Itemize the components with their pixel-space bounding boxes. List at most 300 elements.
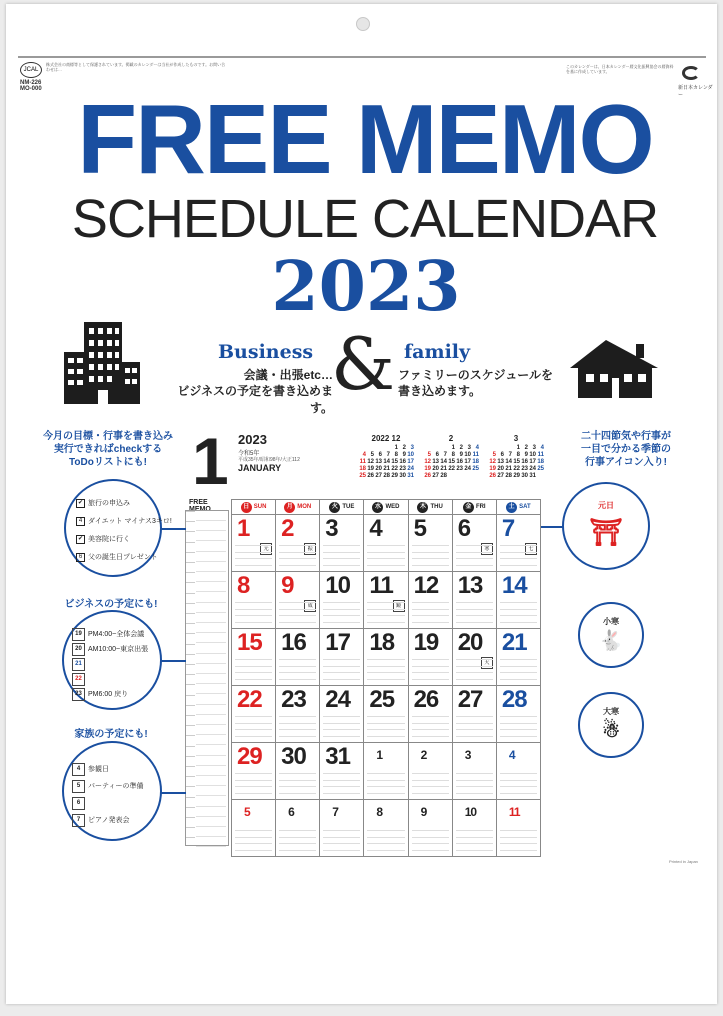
memo-line: [456, 552, 493, 553]
day-number: 31: [325, 743, 350, 770]
office-building-icon: [64, 322, 140, 404]
weekday-header: [276, 500, 320, 515]
day-number: 23: [281, 686, 306, 713]
mini-calendar-day: [366, 444, 374, 451]
day-cell[interactable]: [496, 800, 540, 857]
memo-line: [456, 793, 493, 794]
mini-calendar-day: 20: [497, 465, 504, 472]
memo-line: [412, 558, 449, 559]
family-day: 7: [72, 814, 85, 827]
day-cell[interactable]: [408, 572, 452, 629]
memo-line: [500, 666, 537, 667]
memo-line: [323, 773, 360, 774]
memo-line: [412, 622, 449, 623]
mini-calendar-day: [455, 472, 463, 479]
mini-calendar-day: 5: [427, 451, 431, 458]
memo-day-number: [186, 664, 195, 665]
mini-calendar-day: 17: [464, 458, 471, 465]
memo-line: [323, 786, 360, 787]
memo-line: [279, 723, 316, 724]
memo-line: [367, 659, 404, 660]
memo-line: [500, 850, 537, 851]
memo-line: [235, 723, 272, 724]
day-number: 15: [237, 629, 262, 656]
memo-line: [279, 773, 316, 774]
family-item: [72, 761, 109, 777]
memo-line: [235, 837, 272, 838]
family-example-circle: [62, 741, 162, 841]
business-heading: Business: [218, 341, 314, 363]
memo-line: [196, 785, 226, 786]
mini-calendar-day: 19: [424, 465, 431, 472]
day-cell[interactable]: [320, 800, 364, 857]
day-cell[interactable]: [452, 686, 496, 743]
memo-line: [323, 830, 360, 831]
mini-calendar-day: 28: [505, 472, 512, 479]
mini-calendar-day: 9: [459, 451, 463, 458]
month-era: 令和5年: [238, 451, 260, 457]
day-number: 18: [369, 629, 395, 656]
memo-line: [412, 659, 449, 660]
memo-line: [456, 780, 493, 781]
day-number: 29: [237, 743, 262, 770]
memo-line: [323, 558, 360, 559]
memo-line: [456, 837, 493, 838]
memo-line: [500, 672, 537, 673]
day-cell[interactable]: [320, 572, 364, 629]
memo-line: [500, 723, 537, 724]
memo-line: [196, 755, 226, 756]
title-sub: SCHEDULE CALENDAR: [71, 189, 659, 249]
mini-calendar-day: 11: [537, 451, 544, 458]
week-row: [232, 743, 541, 800]
week-row: [232, 629, 541, 686]
memo-line: [235, 716, 272, 717]
mini-calendar-day: 13: [497, 458, 504, 465]
todo-checkbox: ✔: [77, 535, 84, 542]
day-cell[interactable]: [276, 800, 320, 857]
mini-calendar-day: 24: [407, 465, 414, 472]
todo-example-circle: [64, 479, 172, 577]
memo-line: [500, 736, 537, 737]
mini-calendar-day: 3: [532, 444, 536, 451]
day-cell[interactable]: [364, 743, 408, 800]
day-number: 10: [464, 805, 477, 819]
business-example-circle: [62, 610, 162, 710]
day-number: 11: [508, 805, 520, 819]
memo-line: [500, 837, 537, 838]
memo-line: [323, 843, 360, 844]
mini-calendar-day: 15: [448, 458, 455, 465]
memo-line: [500, 609, 537, 610]
memo-line: [412, 716, 449, 717]
memo-line: [323, 736, 360, 737]
mini-calendar-day: 9: [402, 451, 406, 458]
day-cell[interactable]: [408, 629, 452, 686]
business-day: 23: [72, 688, 85, 701]
memo-day-number: [186, 552, 195, 553]
mini-calendar-day: [439, 444, 447, 451]
mini-calendar-day: 19: [489, 465, 496, 472]
memo-line: [456, 723, 493, 724]
month-grid: [231, 499, 541, 857]
day-number: 2: [420, 748, 427, 762]
memo-line: [279, 716, 316, 717]
day-cell[interactable]: [276, 743, 320, 800]
top-rule: [18, 56, 706, 58]
memo-line: [196, 551, 226, 552]
family-day: 6: [72, 797, 85, 810]
day-cell[interactable]: [232, 572, 276, 629]
memo-line: [323, 679, 360, 680]
memo-line: [279, 565, 316, 566]
weekday-header: [452, 500, 496, 515]
memo-line: [412, 786, 449, 787]
weekday-header: [408, 500, 452, 515]
free-memo-column: [185, 510, 229, 846]
memo-day-number: [186, 735, 195, 736]
mini-calendar-day: [358, 444, 366, 451]
memo-day-number: [186, 756, 195, 757]
memo-line: [196, 795, 226, 796]
product-code: NM-226 MO-000: [20, 80, 42, 92]
memo-line: [196, 632, 226, 633]
memo-line: [235, 780, 272, 781]
memo-line: [279, 679, 316, 680]
season-icon-title: 小寒: [603, 616, 619, 626]
day-cell[interactable]: [320, 629, 364, 686]
day-cell[interactable]: [232, 515, 276, 572]
memo-line: [456, 679, 493, 680]
memo-line: [367, 615, 404, 616]
calendar-sheet: [6, 4, 717, 1004]
memo-line: [500, 552, 537, 553]
memo-line: [235, 679, 272, 680]
memo-line: [367, 837, 404, 838]
mini-calendar-day: 28: [383, 472, 390, 479]
day-number: 13: [457, 572, 483, 599]
memo-line: [235, 773, 272, 774]
mini-calendar-day: 5: [370, 451, 374, 458]
mini-calendar-day: 4: [362, 451, 366, 458]
mini-calendar-day: 10: [529, 451, 536, 458]
day-cell[interactable]: [276, 572, 320, 629]
mini-calendar-title: 3: [513, 434, 519, 443]
mini-calendar-day: 8: [394, 451, 398, 458]
day-cell[interactable]: [232, 800, 276, 857]
week-row: [232, 515, 541, 572]
family-day: 5: [72, 780, 85, 793]
memo-line: [456, 672, 493, 673]
memo-line: [196, 775, 226, 776]
todo-text: 父の誕生日プレゼント: [88, 554, 158, 561]
weekday-en: TUE: [342, 503, 355, 510]
mini-calendar-day: 18: [472, 458, 479, 465]
memo-line: [196, 734, 226, 735]
memo-line: [235, 666, 272, 667]
family-item: [72, 778, 143, 794]
mini-calendar-day: [382, 444, 390, 451]
day-cell[interactable]: [408, 743, 452, 800]
business-text: PM6:00 戻り: [88, 691, 129, 698]
mini-calendar-day: 5: [492, 451, 496, 458]
memo-line: [367, 793, 404, 794]
memo-day-number: [186, 684, 195, 685]
day-number: 7: [332, 805, 338, 819]
weekday-jp: 火: [329, 502, 340, 513]
memo-line: [279, 793, 316, 794]
mini-calendar-day: 11: [472, 451, 479, 458]
memo-line: [196, 540, 226, 541]
mini-calendar-day: 17: [407, 458, 414, 465]
day-cell[interactable]: [496, 515, 540, 572]
memo-line: [323, 622, 360, 623]
day-cell[interactable]: [452, 515, 496, 572]
memo-line: [412, 843, 449, 844]
mini-calendar-day: [488, 444, 496, 451]
memo-line: [196, 724, 226, 725]
mini-calendar-day: 21: [505, 465, 512, 472]
event-icon: 元: [260, 543, 272, 555]
memo-line: [456, 729, 493, 730]
mini-calendar-day: 21: [440, 465, 447, 472]
day-cell[interactable]: [408, 515, 452, 572]
memo-line: [196, 581, 226, 582]
day-cell[interactable]: [452, 629, 496, 686]
mini-calendar-day: [423, 444, 431, 451]
mini-calendar-day: 26: [489, 472, 496, 479]
day-cell[interactable]: [496, 572, 540, 629]
day-cell[interactable]: [452, 743, 496, 800]
family-text: ピアノ発表会: [88, 817, 130, 824]
memo-day-number: [186, 572, 195, 573]
memo-line: [367, 552, 404, 553]
memo-line: [279, 552, 316, 553]
memo-day-number: [186, 531, 195, 532]
memo-line: [235, 850, 272, 851]
mini-calendar: [423, 434, 479, 479]
month-number: 1: [192, 424, 229, 498]
weekday-header: [232, 500, 276, 515]
mini-calendar-day: 6: [378, 451, 382, 458]
mini-calendar-day: 3: [467, 444, 471, 451]
memo-line: [456, 786, 493, 787]
season-note: 二十四節気や行事が 一目で分かる季節の 行事アイコン入り!: [581, 431, 671, 468]
day-cell[interactable]: [452, 800, 496, 857]
mini-calendar-day: 9: [524, 451, 528, 458]
memo-line: [456, 565, 493, 566]
day-cell[interactable]: [320, 515, 364, 572]
memo-line: [456, 716, 493, 717]
business-day: 21: [72, 658, 85, 671]
day-number: 22: [237, 686, 262, 713]
day-cell[interactable]: [364, 515, 408, 572]
month-english: JANUARY: [238, 463, 282, 473]
weekday-en: WED: [385, 503, 400, 510]
memo-line: [500, 780, 537, 781]
memo-line: [500, 773, 537, 774]
mini-calendar-day: 18: [537, 458, 544, 465]
mini-calendar-day: 31: [529, 472, 536, 479]
memo-line: [367, 736, 404, 737]
memo-line: [323, 545, 360, 546]
memo-line: [235, 659, 272, 660]
day-cell[interactable]: [496, 686, 540, 743]
memo-line: [235, 552, 272, 553]
memo-line: [367, 558, 404, 559]
day-cell[interactable]: [496, 629, 540, 686]
mini-calendar-day: 16: [521, 458, 528, 465]
day-cell[interactable]: [232, 743, 276, 800]
week-row: [232, 572, 541, 629]
memo-line: [196, 642, 226, 643]
memo-line: [279, 672, 316, 673]
day-cell[interactable]: [364, 572, 408, 629]
weekday-en: FRI: [475, 503, 486, 510]
day-cell[interactable]: [232, 686, 276, 743]
memo-line: [367, 672, 404, 673]
day-number: 6: [457, 515, 471, 542]
day-number: 14: [501, 572, 527, 599]
memo-line: [235, 830, 272, 831]
day-cell[interactable]: [320, 686, 364, 743]
todo-checkbox: 4: [76, 517, 85, 526]
day-cell[interactable]: [276, 686, 320, 743]
memo-line: [456, 736, 493, 737]
day-cell[interactable]: [276, 629, 320, 686]
mini-calendar-day: [374, 444, 382, 451]
mini-calendar-day: 16: [456, 458, 463, 465]
memo-line: [412, 602, 449, 603]
memo-line: [196, 683, 226, 684]
mini-calendar-day: 13: [432, 458, 439, 465]
day-number: 6: [288, 805, 294, 819]
memo-line: [323, 716, 360, 717]
memo-line: [196, 826, 226, 827]
memo-line: [412, 666, 449, 667]
day-number: 4: [508, 748, 515, 762]
memo-line: [456, 609, 493, 610]
memo-line: [196, 663, 226, 664]
event-icon: 七: [525, 543, 537, 555]
mini-calendar-day: 23: [521, 465, 528, 472]
memo-line: [196, 602, 226, 603]
todo-item: [76, 531, 130, 547]
memo-line: [367, 723, 404, 724]
memo-line: [196, 846, 226, 847]
business-text: PM4:00~全体会議: [88, 631, 145, 638]
event-icon: 寒: [481, 543, 493, 555]
memo-line: [367, 602, 404, 603]
mini-calendar-day: [504, 444, 512, 451]
memo-line: [412, 679, 449, 680]
memo-day-number: [186, 633, 195, 634]
family-text: パーティーの準備: [88, 783, 144, 790]
mini-calendar-day: 27: [432, 472, 439, 479]
memo-line: [412, 609, 449, 610]
memo-line: [235, 558, 272, 559]
memo-day-number: [186, 542, 195, 543]
memo-line: [367, 780, 404, 781]
memo-line: [235, 602, 272, 603]
memo-day-number: [186, 644, 195, 645]
day-number: 11: [369, 572, 393, 599]
memo-line: [196, 714, 226, 715]
day-cell[interactable]: [364, 629, 408, 686]
mini-calendar-day: 25: [472, 465, 479, 472]
month-era-detail: 平成35年/昭和98年/大正112: [238, 457, 300, 463]
mini-calendar-day: [496, 444, 504, 451]
day-number: 1: [237, 515, 250, 542]
day-number: 10: [325, 572, 350, 599]
business-item: [72, 686, 128, 702]
mini-calendar-day: [471, 472, 479, 479]
mini-calendar-day: 6: [435, 451, 439, 458]
day-cell[interactable]: [364, 686, 408, 743]
mini-calendar-day: 29: [391, 472, 398, 479]
mini-calendar-day: 22: [448, 465, 455, 472]
hanging-hole: [356, 17, 370, 31]
day-cell[interactable]: [408, 686, 452, 743]
day-cell[interactable]: [320, 743, 364, 800]
memo-day-number: [186, 582, 195, 583]
memo-line: [323, 552, 360, 553]
memo-day-number: [186, 827, 195, 828]
memo-line: [196, 622, 226, 623]
publisher-name: 新日本カレンダー: [678, 85, 713, 98]
memo-line: [323, 672, 360, 673]
business-text-1: 会議・出張etc…: [243, 368, 333, 382]
memo-day-number: [186, 705, 195, 706]
memo-line: [323, 659, 360, 660]
memo-line: [235, 736, 272, 737]
memo-line: [323, 565, 360, 566]
memo-line: [196, 673, 226, 674]
family-item: [72, 795, 88, 811]
todo-text: ダイエット マイナス3キロ!: [88, 518, 172, 525]
memo-line: [412, 780, 449, 781]
memo-line: [412, 793, 449, 794]
memo-line: [196, 693, 226, 694]
day-cell[interactable]: [496, 743, 540, 800]
memo-line: [456, 545, 493, 546]
weekday-jp: 木: [417, 502, 428, 513]
mini-calendar-day: 4: [475, 444, 479, 451]
memo-line: [367, 622, 404, 623]
event-icon: 大: [481, 657, 493, 669]
memo-line: [235, 843, 272, 844]
memo-line: [500, 786, 537, 787]
day-cell[interactable]: [452, 572, 496, 629]
day-cell[interactable]: [408, 800, 452, 857]
day-cell[interactable]: [276, 515, 320, 572]
memo-line: [323, 780, 360, 781]
day-cell[interactable]: [364, 800, 408, 857]
business-item: [72, 626, 144, 642]
day-cell[interactable]: [232, 629, 276, 686]
season-glyph-icon: 🐇: [598, 630, 624, 653]
memo-line: [196, 653, 226, 654]
memo-line: [279, 545, 316, 546]
memo-line: [235, 622, 272, 623]
memo-line: [235, 609, 272, 610]
weekday-en: THU: [430, 503, 443, 510]
memo-line: [456, 843, 493, 844]
memo-day-number: [186, 654, 195, 655]
memo-line: [412, 830, 449, 831]
mini-calendar-day: 13: [375, 458, 382, 465]
memo-line: [456, 622, 493, 623]
